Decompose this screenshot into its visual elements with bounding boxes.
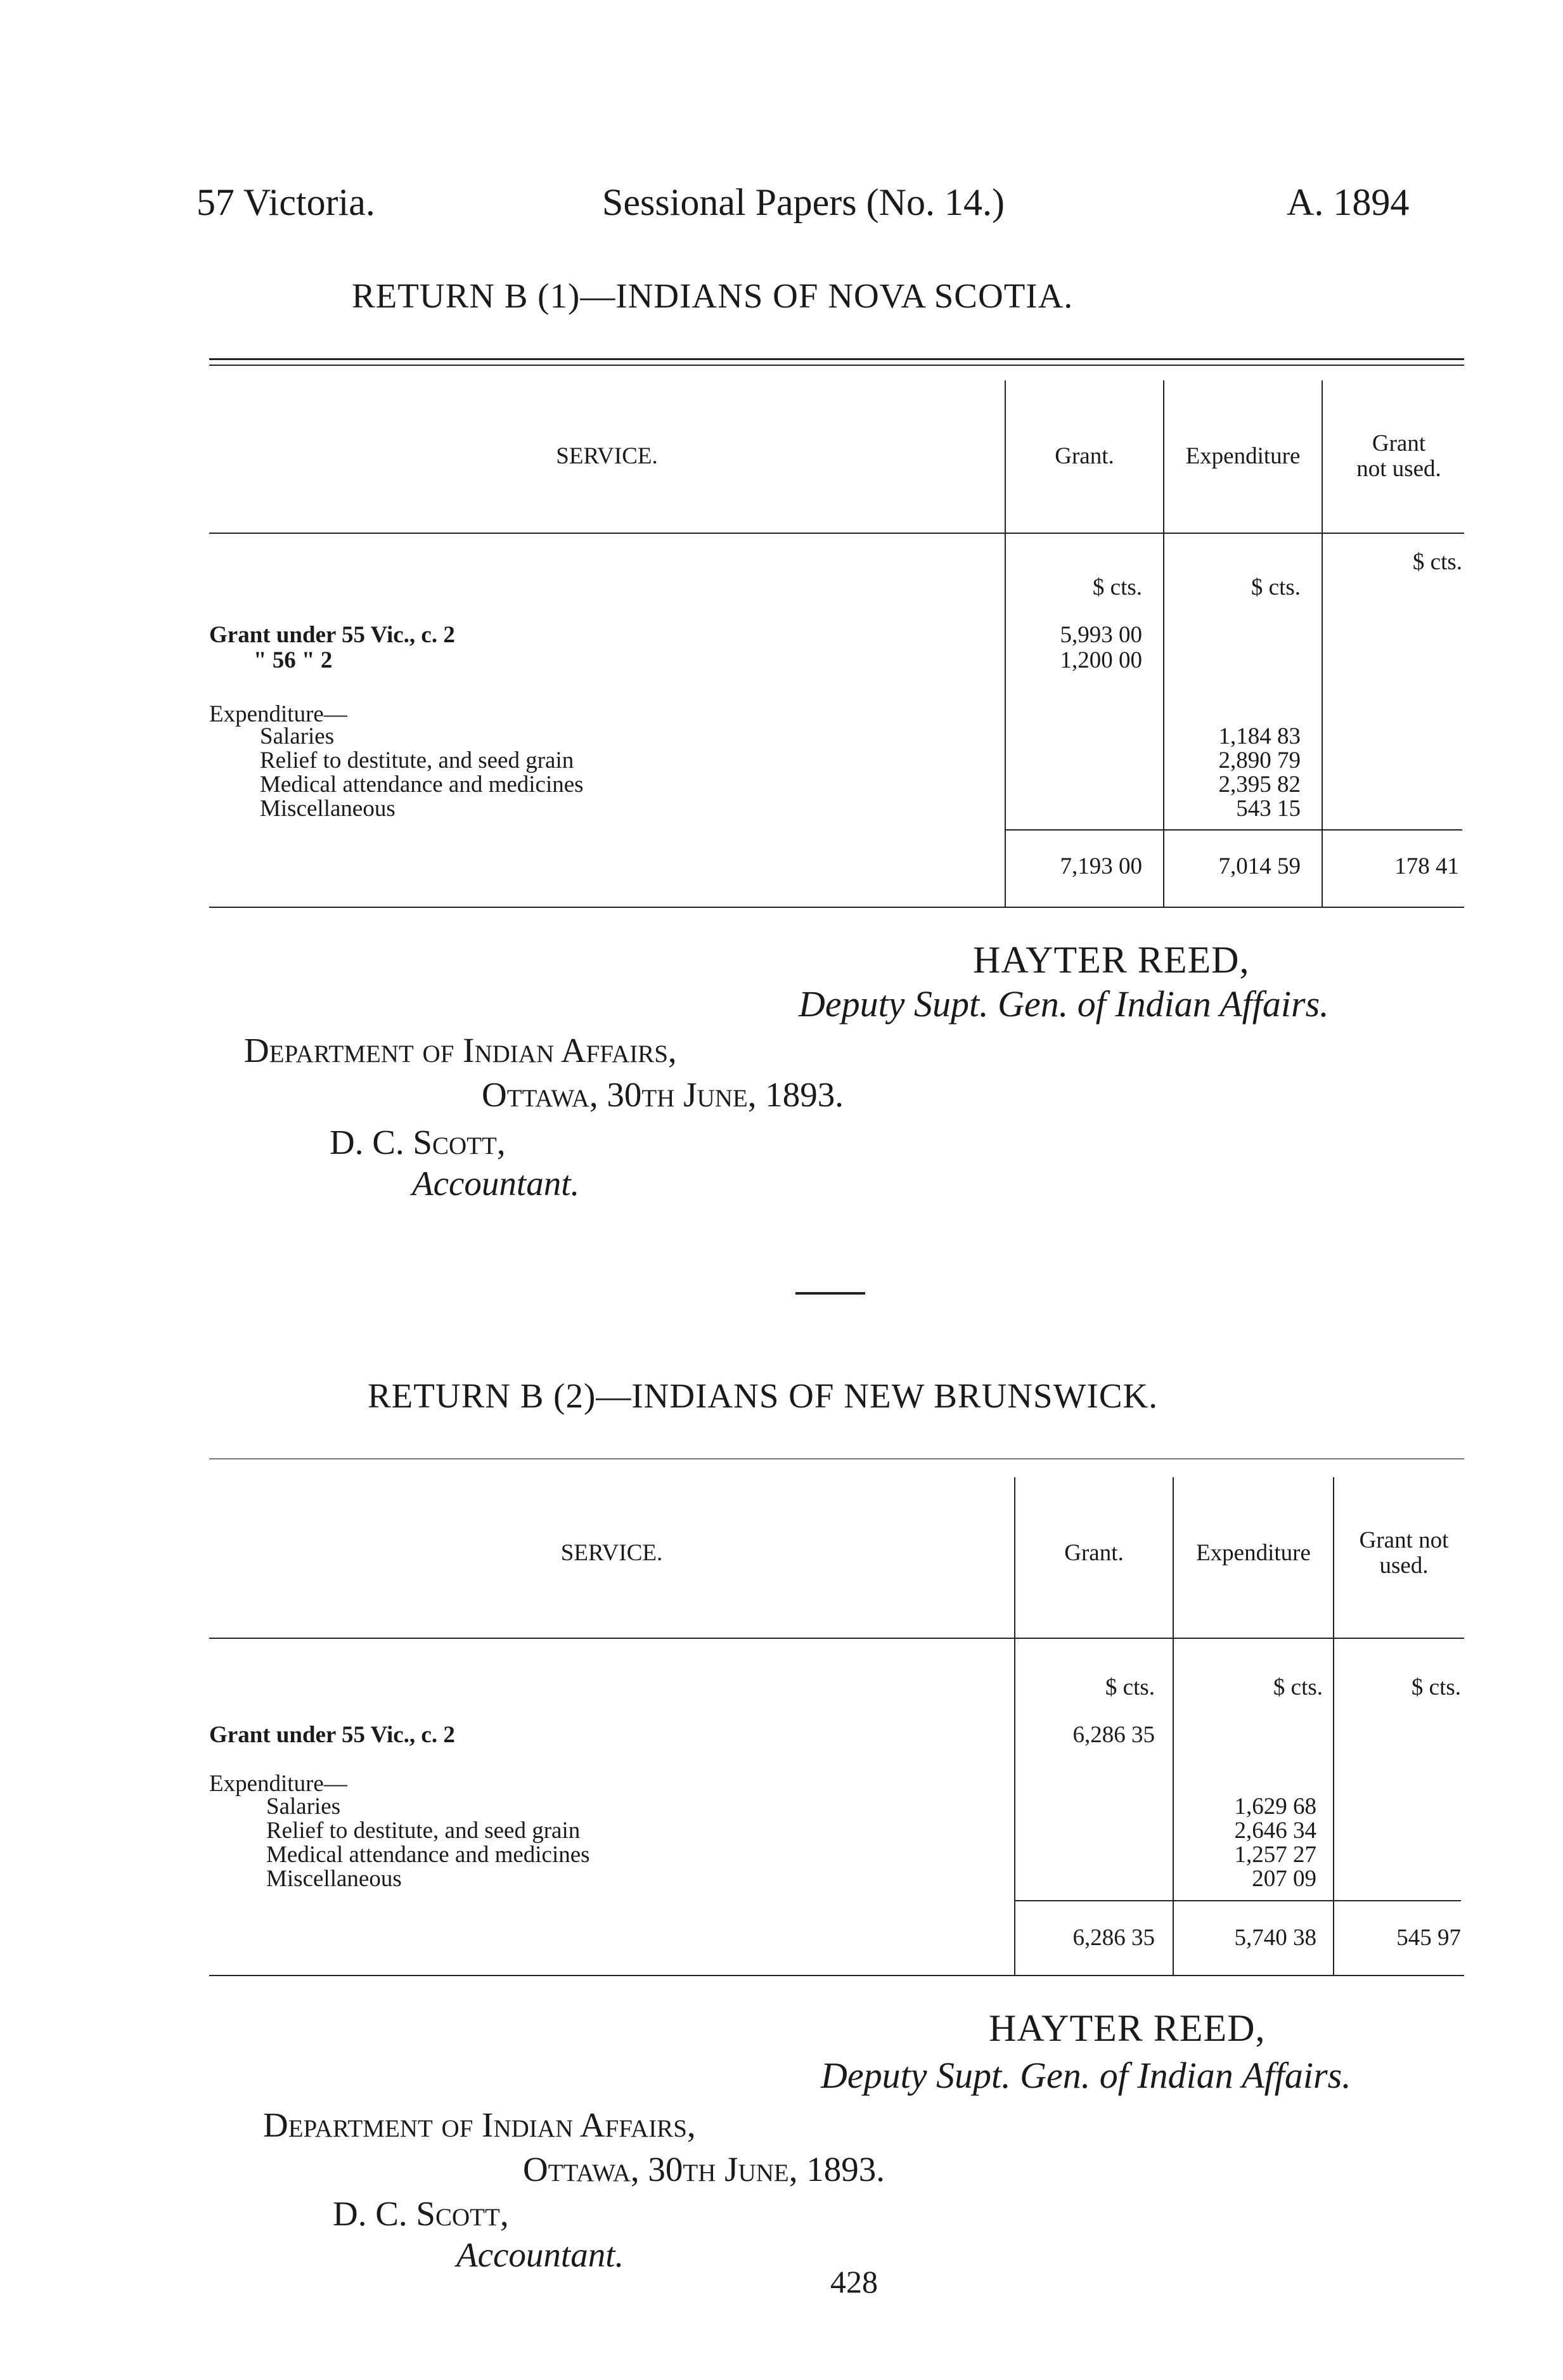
return2-department: Department of Indian Affairs, — [263, 2105, 696, 2144]
return1-expenditure-heading: Expenditure— — [209, 701, 347, 727]
return1-col-not-used-l1: Grant — [1372, 430, 1426, 456]
return2-item-label-3: Medical attendance and medicines — [266, 1842, 590, 1868]
return1-item-label-3: Medical attendance and medicines — [260, 772, 584, 798]
return2-col-expenditure: Expenditure — [1196, 1540, 1311, 1566]
return1-item-value-1: 1,184 83 — [1218, 723, 1301, 749]
return1-grant-row-1: Grant under 55 Vic., c. 2 — [209, 622, 455, 648]
return2-signer-name: HAYTER REED, — [989, 2007, 1266, 2049]
page-number: 428 — [830, 2264, 878, 2299]
return2-title: RETURN B (2)—INDIANS OF NEW BRUNSWICK. — [368, 1376, 1158, 1415]
return1-item-label-4: Miscellaneous — [260, 796, 396, 822]
return1-place-date: Ottawa, 30th June, 1893. — [482, 1075, 844, 1114]
return1-item-value-2: 2,890 79 — [1218, 747, 1301, 773]
header-series: Sessional Papers (No. 14.) — [602, 181, 1005, 223]
return2-item-value-3: 1,257 27 — [1234, 1842, 1316, 1868]
return1-grant-value-2: 1,200 00 — [1060, 647, 1142, 673]
return2-item-value-2: 2,646 34 — [1234, 1818, 1316, 1844]
return2-total-grant: 6,286 35 — [1072, 1925, 1155, 1951]
return1-signer-name: HAYTER REED, — [973, 939, 1250, 981]
return2-accountant-title: Accountant. — [456, 2235, 624, 2274]
return2-total-expenditure: 5,740 38 — [1234, 1925, 1316, 1951]
return1-accountant-name: D. C. Scott, — [330, 1123, 506, 1161]
return1-col-service: SERVICE. — [556, 443, 658, 469]
return1-total-grant: 7,193 00 — [1060, 853, 1142, 879]
return1-total-expenditure: 7,014 59 — [1218, 853, 1301, 879]
return2-total-not-used: 545 97 — [1396, 1925, 1461, 1951]
return2-unit-expenditure: $ cts. — [1273, 1674, 1323, 1700]
header-year: A. 1894 — [1287, 181, 1410, 223]
return2-item-label-2: Relief to destitute, and seed grain — [266, 1818, 581, 1844]
return1-accountant-title: Accountant. — [412, 1164, 580, 1203]
return2-col-not-used-l1: Grant not — [1359, 1527, 1449, 1553]
return1-col-expenditure: Expenditure — [1185, 443, 1301, 469]
return1-unit-not-used: $ cts. — [1412, 549, 1462, 575]
return2-unit-not-used: $ cts. — [1411, 1674, 1461, 1700]
return1-col-grant: Grant. — [1055, 443, 1114, 469]
return2-place-date: Ottawa, 30th June, 1893. — [523, 2150, 885, 2189]
return2-item-label-4: Miscellaneous — [266, 1866, 402, 1892]
return2-signer-title: Deputy Supt. Gen. of Indian Affairs. — [821, 2055, 1351, 2096]
return2-expenditure-heading: Expenditure— — [209, 1771, 347, 1797]
return1-col-not-used-l2: not used. — [1356, 456, 1441, 482]
return2-col-not-used-l2: used. — [1379, 1553, 1429, 1579]
return2-item-label-1: Salaries — [266, 1794, 341, 1820]
return1-unit-grant: $ cts. — [1092, 574, 1142, 600]
return1-grant-value-1: 5,993 00 — [1060, 622, 1142, 648]
return1-total-not-used: 178 41 — [1394, 853, 1459, 879]
return1-item-value-3: 2,395 82 — [1218, 772, 1301, 798]
return2-accountant-name: D. C. Scott, — [333, 2194, 509, 2233]
return1-item-label-1: Salaries — [260, 723, 335, 749]
return1-title: RETURN B (1)—INDIANS OF NOVA SCOTIA. — [352, 276, 1074, 315]
return2-col-not-used — [1334, 1528, 1474, 1579]
return2-unit-grant: $ cts. — [1105, 1674, 1155, 1700]
return1-unit-expenditure: $ cts. — [1251, 574, 1301, 600]
return1-department: Department of Indian Affairs, — [244, 1031, 677, 1070]
return2-item-value-1: 1,629 68 — [1234, 1794, 1316, 1820]
return2-col-grant: Grant. — [1064, 1540, 1124, 1566]
header-volume: 57 Victoria. — [196, 181, 375, 223]
return2-grant-value-1: 6,286 35 — [1072, 1722, 1155, 1748]
return1-col-not-used — [1323, 431, 1475, 482]
section-divider — [795, 1292, 865, 1295]
return1-signer-title: Deputy Supt. Gen. of Indian Affairs. — [799, 983, 1329, 1025]
return1-grant-row-2: " 56 " 2 — [254, 647, 333, 673]
return2-grant-row-1: Grant under 55 Vic., c. 2 — [209, 1722, 455, 1748]
return2-item-value-4: 207 09 — [1252, 1866, 1316, 1892]
return1-item-label-2: Relief to destitute, and seed grain — [260, 747, 574, 773]
return2-col-service: SERVICE. — [560, 1540, 663, 1566]
return1-item-value-4: 543 15 — [1236, 796, 1301, 822]
